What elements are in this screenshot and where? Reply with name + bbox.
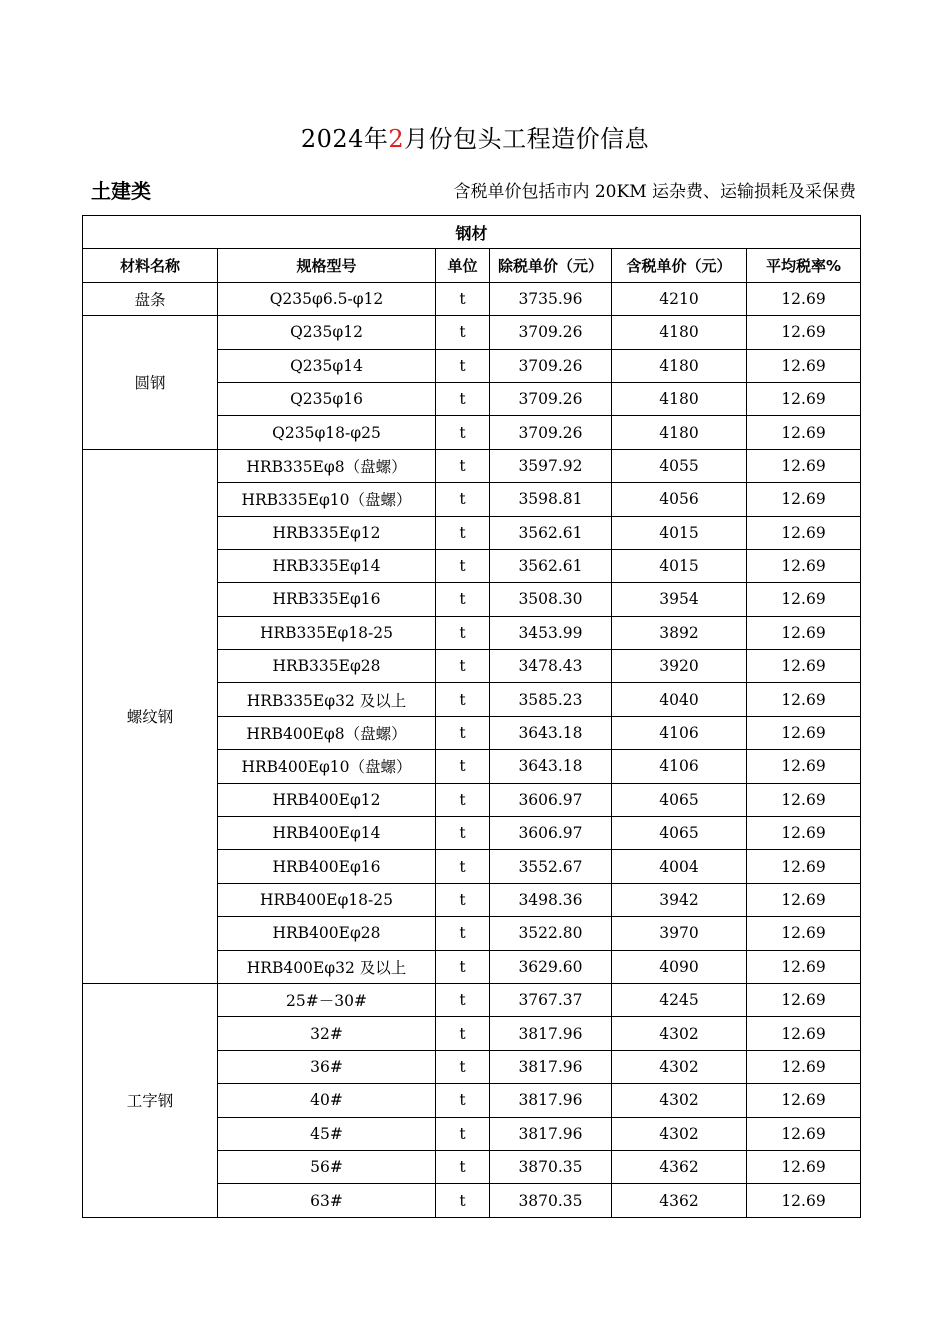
unit-cell: t [436,282,490,315]
price-ex-tax-cell: 3817.96 [490,1050,612,1083]
price-ex-tax-cell: 3709.26 [490,416,612,449]
page-title [0,122,950,156]
tax-rate-cell: 12.69 [747,850,861,883]
tax-rate-cell: 12.69 [747,1117,861,1150]
price-inc-tax-cell: 4210 [612,282,747,315]
unit-cell: t [436,1184,490,1217]
unit-cell: t [436,1050,490,1083]
tax-rate-cell: 12.69 [747,750,861,783]
spec-cell: Q235φ16 [218,382,436,415]
title-nian: 年 [363,125,389,153]
unit-cell: t [436,917,490,950]
price-ex-tax-cell: 3735.96 [490,282,612,315]
price-inc-tax-cell: 4090 [612,950,747,983]
unit-cell: t [436,1117,490,1150]
price-ex-tax-cell: 3598.81 [490,483,612,516]
price-ex-tax-cell: 3508.30 [490,583,612,616]
tax-rate-cell: 12.69 [747,1084,861,1117]
price-inc-tax-cell: 3970 [612,917,747,950]
material-name-cell: 工字钢 [83,983,218,1217]
tax-rate-cell: 12.69 [747,349,861,382]
table-body [83,282,861,1217]
tax-rate-cell: 12.69 [747,449,861,482]
unit-cell: t [436,416,490,449]
price-ex-tax-cell: 3606.97 [490,817,612,850]
price-inc-tax-cell: 4362 [612,1150,747,1183]
tax-rate-cell: 12.69 [747,716,861,749]
spec-cell: HRB335Eφ28 [218,650,436,683]
tax-rate-cell: 12.69 [747,549,861,582]
price-ex-tax-cell: 3709.26 [490,349,612,382]
price-ex-tax-cell: 3709.26 [490,382,612,415]
price-inc-tax-cell: 4245 [612,983,747,1016]
price-ex-tax-cell: 3478.43 [490,650,612,683]
spec-cell: HRB400Eφ14 [218,817,436,850]
price-inc-tax-cell: 4180 [612,416,747,449]
unit-cell: t [436,817,490,850]
price-ex-tax-cell: 3870.35 [490,1150,612,1183]
spec-cell: HRB400Eφ28 [218,917,436,950]
unit-cell: t [436,683,490,716]
unit-cell: t [436,316,490,349]
price-ex-tax-cell: 3629.60 [490,950,612,983]
tax-rate-cell: 12.69 [747,282,861,315]
spec-cell: 63# [218,1184,436,1217]
unit-cell: t [436,349,490,382]
tax-rate-cell: 12.69 [747,917,861,950]
table-row [83,449,861,482]
price-ex-tax-cell: 3817.96 [490,1017,612,1050]
unit-cell: t [436,583,490,616]
spec-cell: 40# [218,1084,436,1117]
header-material-name: 材料名称 [83,249,218,282]
price-ex-tax-cell: 3498.36 [490,883,612,916]
spec-cell: Q235φ12 [218,316,436,349]
tax-rate-cell: 12.69 [747,950,861,983]
title-year: 2024 [300,125,364,153]
unit-cell: t [436,616,490,649]
unit-cell: t [436,549,490,582]
price-table [82,215,861,1218]
price-inc-tax-cell: 4106 [612,716,747,749]
spec-cell: HRB335Eφ16 [218,583,436,616]
tax-rate-cell: 12.69 [747,1184,861,1217]
spec-cell: 25#－30# [218,983,436,1016]
spec-cell: 32# [218,1017,436,1050]
unit-cell: t [436,850,490,883]
price-note: 含税单价包括市内 20KM 运杂费、运输损耗及采保费 [453,182,856,202]
spec-cell: HRB335Eφ32 及以上 [218,683,436,716]
spec-cell: HRB335Eφ14 [218,549,436,582]
unit-cell: t [436,783,490,816]
price-inc-tax-cell: 4065 [612,817,747,850]
category-heading: 土建类 [91,179,151,203]
tax-rate-cell: 12.69 [747,883,861,916]
price-ex-tax-cell: 3870.35 [490,1184,612,1217]
spec-cell: Q235φ14 [218,349,436,382]
material-name-cell: 盘条 [83,282,218,315]
spec-cell: HRB400Eφ18-25 [218,883,436,916]
price-inc-tax-cell: 4302 [612,1117,747,1150]
spec-cell: Q235φ18-φ25 [218,416,436,449]
price-inc-tax-cell: 4180 [612,382,747,415]
unit-cell: t [436,716,490,749]
table-row [83,282,861,315]
tax-rate-cell: 12.69 [747,616,861,649]
title-month: 2 [388,125,405,153]
price-inc-tax-cell: 4180 [612,349,747,382]
price-inc-tax-cell: 3942 [612,883,747,916]
unit-cell: t [436,483,490,516]
price-ex-tax-cell: 3597.92 [490,449,612,482]
price-inc-tax-cell: 4056 [612,483,747,516]
unit-cell: t [436,883,490,916]
tax-rate-cell: 12.69 [747,382,861,415]
tax-rate-cell: 12.69 [747,983,861,1016]
price-ex-tax-cell: 3562.61 [490,516,612,549]
tax-rate-cell: 12.69 [747,316,861,349]
price-inc-tax-cell: 4302 [612,1084,747,1117]
tax-rate-cell: 12.69 [747,583,861,616]
unit-cell: t [436,449,490,482]
spec-cell: HRB335Eφ12 [218,516,436,549]
header-row [83,249,861,282]
price-inc-tax-cell: 3920 [612,650,747,683]
unit-cell: t [436,1084,490,1117]
price-ex-tax-cell: 3643.18 [490,750,612,783]
header-price-inc-tax: 含税单价（元） [612,249,747,282]
table-row [83,983,861,1016]
unit-cell: t [436,1017,490,1050]
tax-rate-cell: 12.69 [747,783,861,816]
material-name-cell: 螺纹钢 [83,449,218,983]
unit-cell: t [436,382,490,415]
price-ex-tax-cell: 3817.96 [490,1117,612,1150]
tax-rate-cell: 12.69 [747,1050,861,1083]
tax-rate-cell: 12.69 [747,817,861,850]
section-title: 钢材 [83,216,861,249]
header-unit: 单位 [436,249,490,282]
section-row [83,216,861,249]
spec-cell: HRB400Eφ10（盘螺） [218,750,436,783]
unit-cell: t [436,950,490,983]
price-ex-tax-cell: 3453.99 [490,616,612,649]
price-ex-tax-cell: 3606.97 [490,783,612,816]
price-inc-tax-cell: 4004 [612,850,747,883]
unit-cell: t [436,516,490,549]
tax-rate-cell: 12.69 [747,483,861,516]
price-inc-tax-cell: 4180 [612,316,747,349]
unit-cell: t [436,1150,490,1183]
spec-cell: HRB400Eφ16 [218,850,436,883]
spec-cell: HRB400Eφ12 [218,783,436,816]
material-name-cell: 圆钢 [83,316,218,450]
tax-rate-cell: 12.69 [747,1150,861,1183]
table-row [83,316,861,349]
tax-rate-cell: 12.69 [747,650,861,683]
price-inc-tax-cell: 4015 [612,516,747,549]
tax-rate-cell: 12.69 [747,416,861,449]
price-inc-tax-cell: 4106 [612,750,747,783]
price-ex-tax-cell: 3817.96 [490,1084,612,1117]
spec-cell: HRB400Eφ32 及以上 [218,950,436,983]
price-inc-tax-cell: 4302 [612,1050,747,1083]
price-inc-tax-cell: 3892 [612,616,747,649]
header-tax-rate: 平均税率% [747,249,861,282]
unit-cell: t [436,750,490,783]
price-ex-tax-cell: 3562.61 [490,549,612,582]
spec-cell: HRB400Eφ8（盘螺） [218,716,436,749]
price-inc-tax-cell: 4362 [612,1184,747,1217]
price-ex-tax-cell: 3585.23 [490,683,612,716]
spec-cell: 36# [218,1050,436,1083]
title-rest: 月份包头工程造价信息 [404,125,650,153]
spec-cell: HRB335Eφ10（盘螺） [218,483,436,516]
spec-cell: 45# [218,1117,436,1150]
price-ex-tax-cell: 3709.26 [490,316,612,349]
price-inc-tax-cell: 4055 [612,449,747,482]
price-inc-tax-cell: 4302 [612,1017,747,1050]
tax-rate-cell: 12.69 [747,1017,861,1050]
spec-cell: Q235φ6.5-φ12 [218,282,436,315]
header-price-ex-tax: 除税单价（元） [490,249,612,282]
header-spec: 规格型号 [218,249,436,282]
spec-cell: 56# [218,1150,436,1183]
price-ex-tax-cell: 3552.67 [490,850,612,883]
price-ex-tax-cell: 3767.37 [490,983,612,1016]
spec-cell: HRB335Eφ8（盘螺） [218,449,436,482]
tax-rate-cell: 12.69 [747,516,861,549]
unit-cell: t [436,650,490,683]
unit-cell: t [436,983,490,1016]
price-inc-tax-cell: 4015 [612,549,747,582]
price-ex-tax-cell: 3643.18 [490,716,612,749]
price-inc-tax-cell: 4040 [612,683,747,716]
tax-rate-cell: 12.69 [747,683,861,716]
price-inc-tax-cell: 3954 [612,583,747,616]
price-inc-tax-cell: 4065 [612,783,747,816]
price-ex-tax-cell: 3522.80 [490,917,612,950]
spec-cell: HRB335Eφ18-25 [218,616,436,649]
